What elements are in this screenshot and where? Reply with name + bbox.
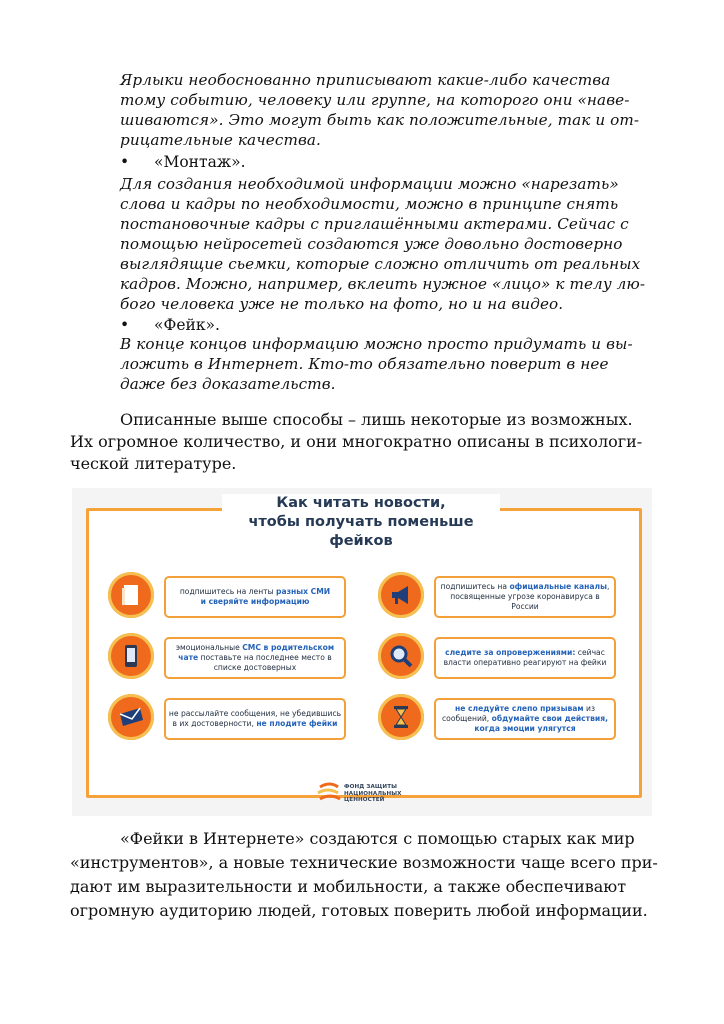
logo-mark-icon xyxy=(316,781,342,805)
text-line: Для создания необходимой информации можно «нарезать» xyxy=(120,175,619,193)
logo-line: ФОНД ЗАЩИТЫ xyxy=(344,784,398,790)
tip-text-box xyxy=(434,698,616,740)
text-line: огромную аудиторию людей, готовых поверить любой информации. xyxy=(70,901,648,920)
text-line: постановочные кадры с приглашёнными актерами. Сейчас с xyxy=(120,215,629,233)
text-line: рицательные качества. xyxy=(120,131,321,149)
text-line: тому событию, человеку или группе, на которого они «наве- xyxy=(120,91,630,109)
tip-item xyxy=(378,633,638,681)
title-line: чтобы получать поменьше фейков xyxy=(248,514,474,549)
tip-item xyxy=(378,572,638,620)
tip-highlight: не плодите фейки xyxy=(256,719,338,728)
tip-highlight: обдумайте свои действия, когда эмоции улягутся xyxy=(474,714,608,733)
tip-text-box xyxy=(164,576,346,618)
tip-text-box xyxy=(164,637,346,679)
fund-logo xyxy=(316,781,416,805)
tip-highlight: СМС в родительском чате xyxy=(178,643,335,662)
tip-text-box xyxy=(164,698,346,740)
tip-highlight: официальные каналы xyxy=(509,582,607,591)
tip-text: поставьте на последнее место в списке достоверных xyxy=(198,653,332,672)
text-line: дают им выразительности и мобильности, а также обеспечивают xyxy=(70,877,627,896)
tip-text: из сообщений, xyxy=(442,704,595,723)
logo-text xyxy=(344,784,402,804)
title-line: Как читать новости, xyxy=(276,495,446,511)
text-line: даже без доказательств. xyxy=(120,375,336,393)
text-line: Описанные выше способы – лишь некоторые из возможных. xyxy=(120,410,633,429)
text-line: кадров. Можно, например, вклеить нужное «лицо» к телу лю- xyxy=(120,275,646,293)
magnifier-icon xyxy=(378,633,424,679)
tip-text: подпишитесь на xyxy=(440,582,510,591)
bullet-montage: • «Монтаж». xyxy=(120,153,246,171)
envelope-icon xyxy=(108,694,154,740)
bullet-fake: • «Фейк». xyxy=(120,316,220,334)
tip-highlight: следите за опровержениями: xyxy=(445,648,576,657)
text-line: ческой литературе. xyxy=(70,454,237,473)
tip-item xyxy=(108,694,368,742)
hourglass-icon xyxy=(378,694,424,740)
tip-text: , посвященные угрозе коронавируса в России xyxy=(450,582,610,611)
newspaper-icon xyxy=(108,572,154,618)
bullet-text: «Фейк». xyxy=(154,316,220,334)
text-line: выглядящие сьемки, которые сложно отличить от реальных xyxy=(120,255,641,273)
tip-item xyxy=(108,633,368,681)
tip-item xyxy=(378,694,638,742)
logo-line: ЦЕННОСТЕЙ xyxy=(344,797,385,803)
tip-highlight: разных СМИ xyxy=(276,587,331,596)
megaphone-icon xyxy=(378,572,424,618)
tip-highlight: не следуйте слепо призывам xyxy=(455,704,584,713)
text-line: ложить в Интернет. Кто-то обязательно поверит в нее xyxy=(120,355,609,373)
text-line: «инструментов», а новые технические возможности чаще всего при- xyxy=(70,853,658,872)
tip-highlight: и сверяйте информацию xyxy=(200,597,310,606)
tip-text: сейчас власти оперативно реагируют на фейки xyxy=(443,648,607,667)
tip-text: подпишитесь на ленты xyxy=(179,587,277,596)
bullet-text: «Монтаж». xyxy=(154,153,246,171)
text-line: Ярлыки необоснованно приписывают какие-либо качества xyxy=(120,71,611,89)
text-line: шиваются». Это могут быть как положительные, так и от- xyxy=(120,111,640,129)
phone-icon xyxy=(108,633,154,679)
logo-line: НАЦИОНАЛЬНЫХ xyxy=(344,790,402,797)
tip-text: не рассылайте сообщения, не убедившись в их достоверности, xyxy=(168,709,342,728)
infographic-how-to-read-news xyxy=(72,488,652,816)
tip-text-box xyxy=(434,576,616,618)
tip-text: эмоциональные xyxy=(175,643,243,652)
text-line: В конце концов информацию можно просто придумать и вы- xyxy=(120,335,633,353)
text-line: слова и кадры по необходимости, можно в принципе снять xyxy=(120,195,619,213)
tip-text-box xyxy=(434,637,616,679)
text-line: «Фейки в Интернете» создаются с помощью старых как мир xyxy=(120,829,635,848)
text-line: Их огромное количество, и они многократно описаны в психологи- xyxy=(70,432,643,451)
text-line: бого человека уже не только на фото, но и на видео. xyxy=(120,295,564,313)
text-line: помощью нейросетей создаются уже довольно достоверно xyxy=(120,235,623,253)
infographic-title xyxy=(222,494,500,549)
tip-item xyxy=(108,572,368,620)
